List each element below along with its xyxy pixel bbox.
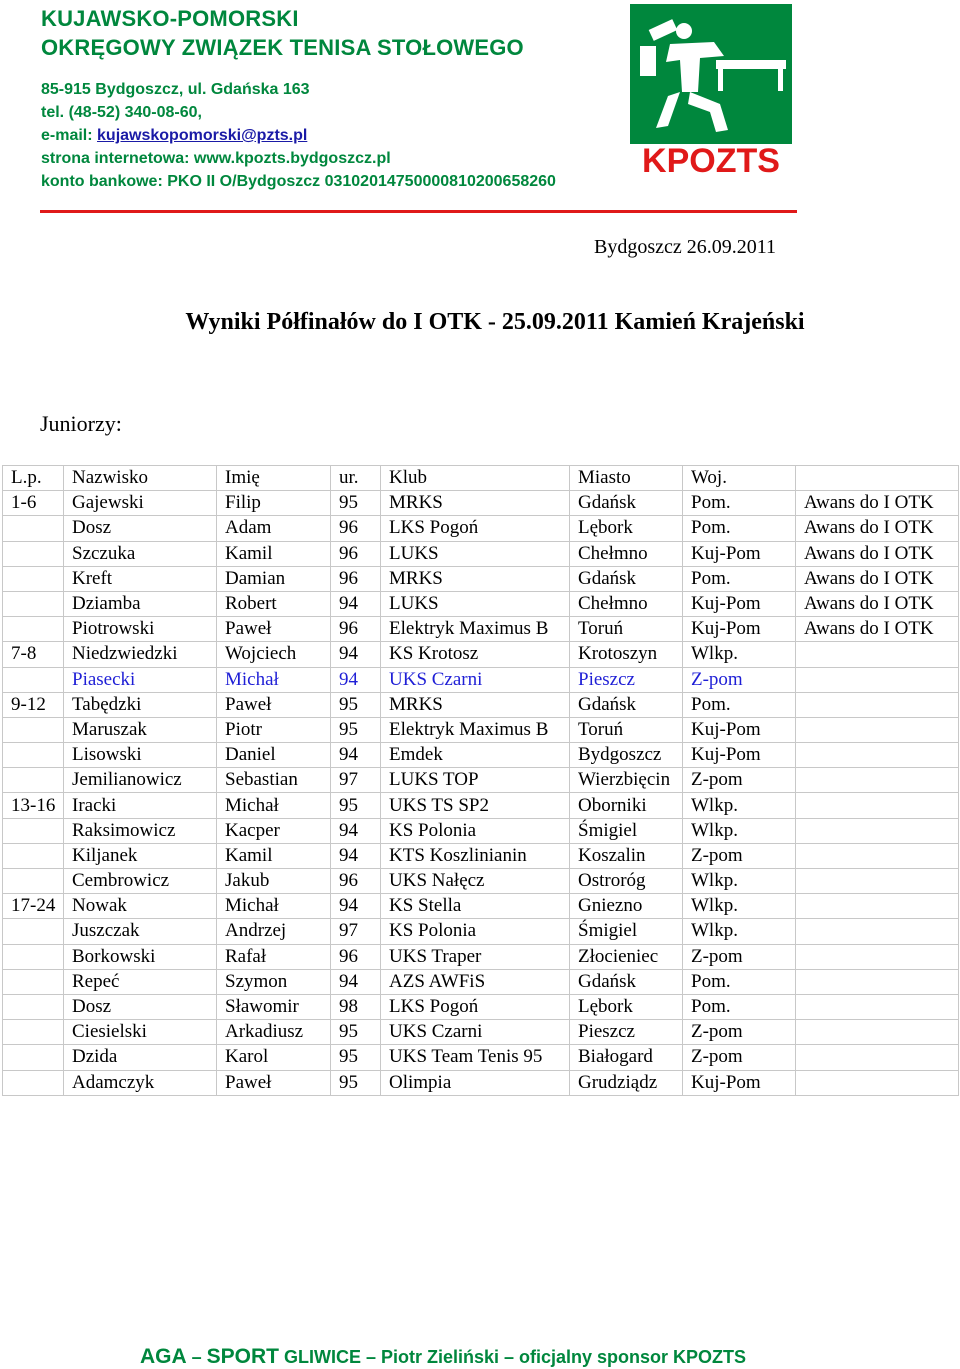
sponsor-footer (0, 1345, 886, 1369)
table-row (3, 642, 959, 667)
table-cell: 95 (331, 717, 381, 742)
table-cell (796, 843, 959, 868)
table-cell: KS Polonia (381, 919, 570, 944)
table-cell (3, 944, 64, 969)
table-cell (796, 1070, 959, 1095)
table-cell: Ostroróg (570, 869, 683, 894)
table-cell: Piasecki (64, 667, 217, 692)
table-cell: Karol (217, 1045, 331, 1070)
table-cell: Chełmno (570, 591, 683, 616)
table-cell: 94 (331, 667, 381, 692)
table-cell (3, 541, 64, 566)
table-cell: 1-6 (3, 491, 64, 516)
table-cell: Wlkp. (683, 818, 796, 843)
table-cell: Wierzbięcin (570, 768, 683, 793)
table-cell: Paweł (217, 617, 331, 642)
table-cell: 94 (331, 894, 381, 919)
table-cell: 94 (331, 818, 381, 843)
table-cell: Adamczyk (64, 1070, 217, 1095)
table-cell: Szymon (217, 969, 331, 994)
table-cell: 98 (331, 994, 381, 1019)
table-cell: Piotr (217, 717, 331, 742)
table-cell (3, 1020, 64, 1045)
table-header-cell: Nazwisko (64, 466, 217, 491)
table-cell: KS Stella (381, 894, 570, 919)
table-cell: Awans do I OTK (796, 591, 959, 616)
table-cell: Paweł (217, 1070, 331, 1095)
table-cell: Białogard (570, 1045, 683, 1070)
table-cell: Elektryk Maximus B (381, 617, 570, 642)
table-cell: 17-24 (3, 894, 64, 919)
table-cell: Śmigiel (570, 818, 683, 843)
table-header-cell (796, 466, 959, 491)
table-row (3, 1045, 959, 1070)
table-cell: Kuj-Pom (683, 617, 796, 642)
table-cell: Pom. (683, 969, 796, 994)
table-cell: UKS TS SP2 (381, 793, 570, 818)
table-cell: Kamil (217, 843, 331, 868)
table-cell (796, 667, 959, 692)
table-cell: LKS Pogoń (381, 994, 570, 1019)
table-cell: KTS Koszlinianin (381, 843, 570, 868)
table-cell: Cembrowicz (64, 869, 217, 894)
table-cell: Elektryk Maximus B (381, 717, 570, 742)
table-cell: 7-8 (3, 642, 64, 667)
table-cell: Z-pom (683, 843, 796, 868)
table-cell: Paweł (217, 692, 331, 717)
org-email-line (41, 124, 556, 147)
table-cell: Krotoszyn (570, 642, 683, 667)
table-cell (796, 969, 959, 994)
email-link[interactable]: kujawskopomorski@pzts.pl (97, 127, 308, 144)
table-cell: Pieszcz (570, 667, 683, 692)
table-cell: Sebastian (217, 768, 331, 793)
org-contact (41, 78, 556, 193)
table-cell: Z-pom (683, 944, 796, 969)
table-row (3, 617, 959, 642)
table-cell: Z-pom (683, 1045, 796, 1070)
org-phone: tel. (48-52) 340-08-60, (41, 104, 202, 121)
table-cell (3, 743, 64, 768)
table-cell (3, 919, 64, 944)
table-cell: Awans do I OTK (796, 516, 959, 541)
table-cell (796, 1020, 959, 1045)
table-cell: Kuj-Pom (683, 717, 796, 742)
table-cell: Iracki (64, 793, 217, 818)
table-cell (3, 869, 64, 894)
sponsor-brand-aga: AGA (139, 1345, 187, 1368)
table-cell: 96 (331, 617, 381, 642)
table-cell: Śmigiel (570, 919, 683, 944)
table-cell: Wlkp. (683, 919, 796, 944)
table-cell: Wlkp. (683, 793, 796, 818)
table-cell (796, 869, 959, 894)
table-cell: UKS Traper (381, 944, 570, 969)
organization-header (41, 4, 556, 193)
org-website: strona internetowa: www.kpozts.bydgoszcz.pl (41, 150, 391, 167)
table-row (3, 1020, 959, 1045)
table-cell: Lębork (570, 516, 683, 541)
table-cell: Nowak (64, 894, 217, 919)
table-row (3, 717, 959, 742)
table-cell: Wlkp. (683, 869, 796, 894)
table-cell (796, 793, 959, 818)
results-table (2, 465, 959, 1096)
table-cell: Jakub (217, 869, 331, 894)
table-cell: LUKS (381, 591, 570, 616)
table-cell: Borkowski (64, 944, 217, 969)
table-cell: Daniel (217, 743, 331, 768)
table-cell: Dosz (64, 994, 217, 1019)
table-cell (796, 642, 959, 667)
table-cell: Gdańsk (570, 969, 683, 994)
table-cell (796, 919, 959, 944)
org-name-line2: OKRĘGOWY ZWIĄZEK TENISA STOŁOWEGO (41, 35, 524, 60)
table-cell: Kreft (64, 566, 217, 591)
table-cell: Kamil (217, 541, 331, 566)
table-header-cell: Miasto (570, 466, 683, 491)
table-cell: Gdańsk (570, 491, 683, 516)
table-cell (796, 818, 959, 843)
table-cell: AZS AWFiS (381, 969, 570, 994)
results-table-body (3, 466, 959, 1096)
table-cell: Piotrowski (64, 617, 217, 642)
table-cell: Koszalin (570, 843, 683, 868)
sponsor-brand-sport: SPORT (206, 1345, 279, 1368)
table-cell (3, 667, 64, 692)
table-cell: Kacper (217, 818, 331, 843)
table-cell: Grudziądz (570, 1070, 683, 1095)
table-cell: Awans do I OTK (796, 541, 959, 566)
table-cell: Awans do I OTK (796, 491, 959, 516)
table-cell: Gdańsk (570, 566, 683, 591)
table-cell: Kuj-Pom (683, 591, 796, 616)
table-cell: MRKS (381, 692, 570, 717)
table-row (3, 1070, 959, 1095)
table-cell: Pieszcz (570, 1020, 683, 1045)
table-cell: Wojciech (217, 642, 331, 667)
table-cell (796, 944, 959, 969)
table-row (3, 516, 959, 541)
table-cell: 94 (331, 843, 381, 868)
table-row (3, 566, 959, 591)
table-cell: Toruń (570, 617, 683, 642)
table-cell (796, 1045, 959, 1070)
table-cell: MRKS (381, 491, 570, 516)
table-cell: Niedzwiedzki (64, 642, 217, 667)
table-cell: Ciesielski (64, 1020, 217, 1045)
table-cell (3, 516, 64, 541)
table-cell: Michał (217, 793, 331, 818)
table-cell: Raksimowicz (64, 818, 217, 843)
table-cell: Lisowski (64, 743, 217, 768)
table-cell: Awans do I OTK (796, 617, 959, 642)
table-cell: Michał (217, 667, 331, 692)
table-header-row (3, 466, 959, 491)
table-cell: KS Krotosz (381, 642, 570, 667)
table-cell: Jemilianowicz (64, 768, 217, 793)
table-cell: Pom. (683, 994, 796, 1019)
table-cell: 96 (331, 944, 381, 969)
table-cell (3, 843, 64, 868)
table-cell (796, 743, 959, 768)
table-cell: Andrzej (217, 919, 331, 944)
table-cell: 97 (331, 919, 381, 944)
table-cell: 95 (331, 491, 381, 516)
table-row (3, 994, 959, 1019)
table-cell: 94 (331, 642, 381, 667)
table-cell: Oborniki (570, 793, 683, 818)
header-divider (40, 210, 797, 213)
table-cell: 95 (331, 1070, 381, 1095)
table-cell: 96 (331, 516, 381, 541)
sponsor-dash: – (186, 1347, 207, 1367)
table-cell (3, 994, 64, 1019)
table-cell: Pom. (683, 566, 796, 591)
table-row (3, 843, 959, 868)
table-cell: Gajewski (64, 491, 217, 516)
table-cell: Szczuka (64, 541, 217, 566)
table-cell: Z-pom (683, 667, 796, 692)
table-row (3, 491, 959, 516)
table-cell: Wlkp. (683, 642, 796, 667)
table-cell: Pom. (683, 491, 796, 516)
table-cell: Toruń (570, 717, 683, 742)
table-cell (796, 717, 959, 742)
table-cell: Michał (217, 894, 331, 919)
table-cell: UKS Czarni (381, 667, 570, 692)
table-cell (3, 717, 64, 742)
table-cell (3, 617, 64, 642)
table-cell (3, 768, 64, 793)
table-cell (796, 768, 959, 793)
table-cell: Gdańsk (570, 692, 683, 717)
table-cell: Dzida (64, 1045, 217, 1070)
table-cell: Emdek (381, 743, 570, 768)
section-heading: Juniorzy: (40, 411, 122, 436)
table-cell: 95 (331, 692, 381, 717)
table-cell: UKS Czarni (381, 1020, 570, 1045)
table-cell: 95 (331, 1045, 381, 1070)
table-cell: Rafał (217, 944, 331, 969)
page-title: Wyniki Półfinałów do I OTK - 25.09.2011 Kamień Krajeński (185, 309, 805, 335)
table-cell: Chełmno (570, 541, 683, 566)
table-cell: 95 (331, 1020, 381, 1045)
table-cell: UKS Nałęcz (381, 869, 570, 894)
table-header-cell: Imię (217, 466, 331, 491)
table-row (3, 919, 959, 944)
table-cell: 97 (331, 768, 381, 793)
table-cell: Gniezno (570, 894, 683, 919)
table-cell: LKS Pogoń (381, 516, 570, 541)
table-cell: LUKS TOP (381, 768, 570, 793)
org-address: 85-915 Bydgoszcz, ul. Gdańska 163 (41, 81, 310, 98)
table-cell: Sławomir (217, 994, 331, 1019)
table-cell (3, 566, 64, 591)
table-header-cell: L.p. (3, 466, 64, 491)
table-cell (3, 591, 64, 616)
org-bank-account: konto bankowe: PKO II O/Bydgoszcz 03102014750000810200658260 (41, 173, 556, 190)
table-cell: 9-12 (3, 692, 64, 717)
email-label: e-mail: (41, 127, 98, 144)
table-cell: Maruszak (64, 717, 217, 742)
table-cell (3, 1045, 64, 1070)
table-cell: 94 (331, 969, 381, 994)
table-cell: 96 (331, 541, 381, 566)
table-cell: 96 (331, 869, 381, 894)
table-header-cell: ur. (331, 466, 381, 491)
table-row (3, 894, 959, 919)
table-cell: 13-16 (3, 793, 64, 818)
table-row (3, 591, 959, 616)
table-cell: Z-pom (683, 768, 796, 793)
table-cell: Awans do I OTK (796, 566, 959, 591)
table-cell: Lębork (570, 994, 683, 1019)
table-row (3, 743, 959, 768)
table-cell: Filip (217, 491, 331, 516)
table-cell: Bydgoszcz (570, 743, 683, 768)
table-cell: Tabędzki (64, 692, 217, 717)
table-cell: Repeć (64, 969, 217, 994)
table-row (3, 944, 959, 969)
sponsor-text: GLIWICE – Piotr Zieliński – oficjalny sponsor KPOZTS (278, 1347, 747, 1367)
table-cell: Dosz (64, 516, 217, 541)
table-cell: Złocieniec (570, 944, 683, 969)
table-row (3, 793, 959, 818)
table-cell: Wlkp. (683, 894, 796, 919)
org-name-line1: KUJAWSKO-POMORSKI (41, 6, 299, 31)
table-cell: Kiljanek (64, 843, 217, 868)
table-cell (3, 969, 64, 994)
table-header-cell: Woj. (683, 466, 796, 491)
table-cell: Z-pom (683, 1020, 796, 1045)
table-cell (796, 692, 959, 717)
table-cell: 94 (331, 743, 381, 768)
table-row (3, 667, 959, 692)
table-cell (3, 818, 64, 843)
table-cell: Kuj-Pom (683, 541, 796, 566)
table-cell (3, 1070, 64, 1095)
table-cell: Dziamba (64, 591, 217, 616)
table-cell: 94 (331, 591, 381, 616)
table-header-cell: Klub (381, 466, 570, 491)
table-cell: 96 (331, 566, 381, 591)
table-row (3, 818, 959, 843)
table-cell: Kuj-Pom (683, 743, 796, 768)
table-cell: Kuj-Pom (683, 1070, 796, 1095)
table-row (3, 969, 959, 994)
document-date: Bydgoszcz 26.09.2011 (594, 236, 777, 258)
kpozts-logo (630, 4, 792, 176)
table-row (3, 692, 959, 717)
table-row (3, 541, 959, 566)
table-cell: LUKS (381, 541, 570, 566)
table-cell: Arkadiusz (217, 1020, 331, 1045)
table-cell: Robert (217, 591, 331, 616)
table-cell: Pom. (683, 516, 796, 541)
table-cell: MRKS (381, 566, 570, 591)
table-cell: 95 (331, 793, 381, 818)
table-cell: Adam (217, 516, 331, 541)
table-cell: KS Polonia (381, 818, 570, 843)
table-row (3, 869, 959, 894)
table-cell: Juszczak (64, 919, 217, 944)
table-cell: Damian (217, 566, 331, 591)
table-cell: Pom. (683, 692, 796, 717)
table-cell (796, 894, 959, 919)
table-cell: Olimpia (381, 1070, 570, 1095)
logo-text: KPOZTS (642, 142, 780, 176)
table-cell: UKS Team Tenis 95 (381, 1045, 570, 1070)
table-row (3, 768, 959, 793)
table-cell (796, 994, 959, 1019)
